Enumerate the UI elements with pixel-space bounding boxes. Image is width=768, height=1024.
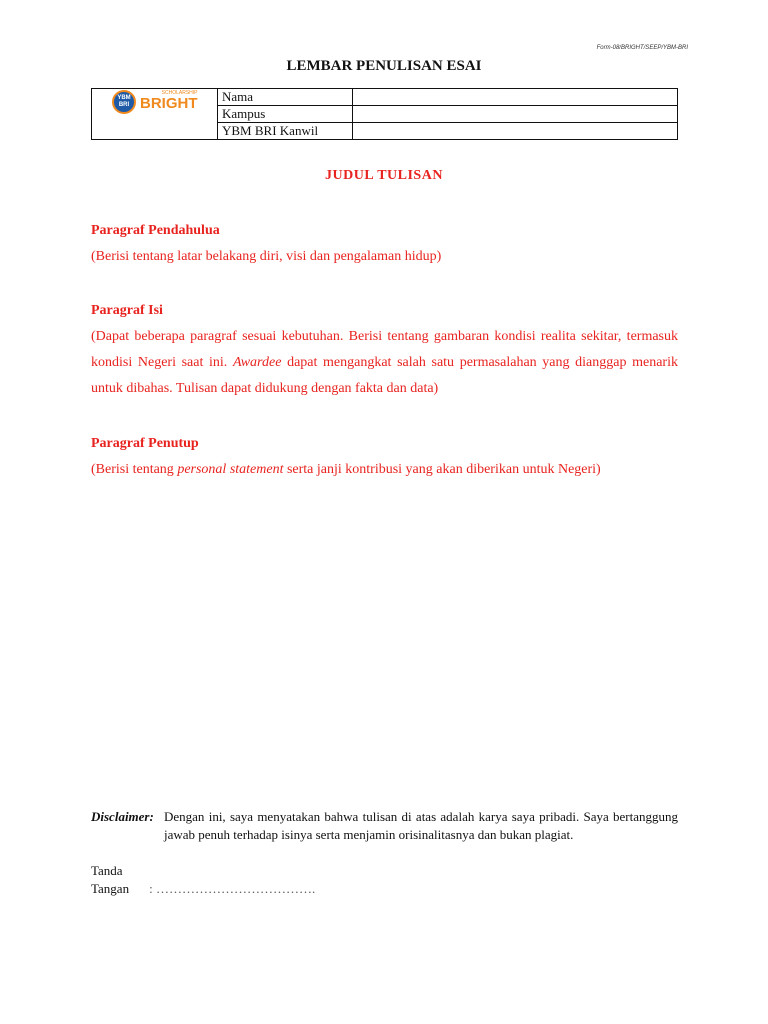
emphasis: personal statement xyxy=(177,462,284,477)
bright-logo xyxy=(92,89,217,114)
brand-text: BRIGHT xyxy=(140,95,198,112)
scholarship-text: SCHOLARSHIP xyxy=(161,90,198,96)
signature-block xyxy=(91,862,315,898)
bright-wordmark xyxy=(140,90,198,112)
signature-label-2: Tangan xyxy=(91,881,130,896)
section-heading: Paragraf Penutup xyxy=(91,436,199,451)
ybm-bri-badge: YBM BRI xyxy=(112,90,136,114)
emphasis: Awardee xyxy=(232,355,282,370)
field-label-nama: Nama xyxy=(218,89,353,106)
signature-label-1: Tanda xyxy=(91,863,123,878)
section-body: (Dapat beberapa paragraf sesuai kebutuhan. Berisi tentang gambaran kondisi realita sekitar, termasuk kondisi Negeri saat ini. Awardee dapat mengangkat salah satu permasalahan yang dianggap menarik untuk dibahas. Tulisan dapat didukung dengan fakta dan data) xyxy=(91,329,678,396)
signature-line[interactable]: : ………………………………. xyxy=(149,881,316,896)
section-heading: Paragraf Isi xyxy=(91,303,163,318)
disclaimer xyxy=(91,808,678,844)
identity-table xyxy=(91,88,678,140)
field-label-kanwil: YBM BRI Kanwil xyxy=(218,123,353,140)
section-body: (Berisi tentang latar belakang diri, visi dan pengalaman hidup) xyxy=(91,249,442,264)
logo-cell xyxy=(92,89,218,140)
disclaimer-label: Disclaimer: xyxy=(91,809,154,824)
section-penutup xyxy=(91,431,678,483)
form-code: Form-08/BRIGHT/SEEP/YBM-BRI xyxy=(596,45,688,51)
field-label-kampus: Kampus xyxy=(218,106,353,123)
disclaimer-text: Dengan ini, saya menyatakan bahwa tulisan di atas adalah karya saya pribadi. Saya bertanggung jawab penuh terhadap isinya serta menjamin orisinalitasnya dan bukan plagiat. xyxy=(164,809,678,842)
field-value-kanwil[interactable] xyxy=(353,123,678,140)
section-body: (Berisi tentang personal statement serta janji kontribusi yang akan diberikan untuk Negeri) xyxy=(91,462,601,477)
field-value-nama[interactable] xyxy=(353,89,678,106)
field-value-kampus[interactable] xyxy=(353,106,678,123)
page-title: LEMBAR PENULISAN ESAI xyxy=(286,58,482,74)
section-isi xyxy=(91,298,678,402)
section-heading: Paragraf Pendahulua xyxy=(91,223,220,238)
section-pendahuluan xyxy=(91,218,678,270)
essay-title: JUDUL TULISAN xyxy=(325,168,443,183)
